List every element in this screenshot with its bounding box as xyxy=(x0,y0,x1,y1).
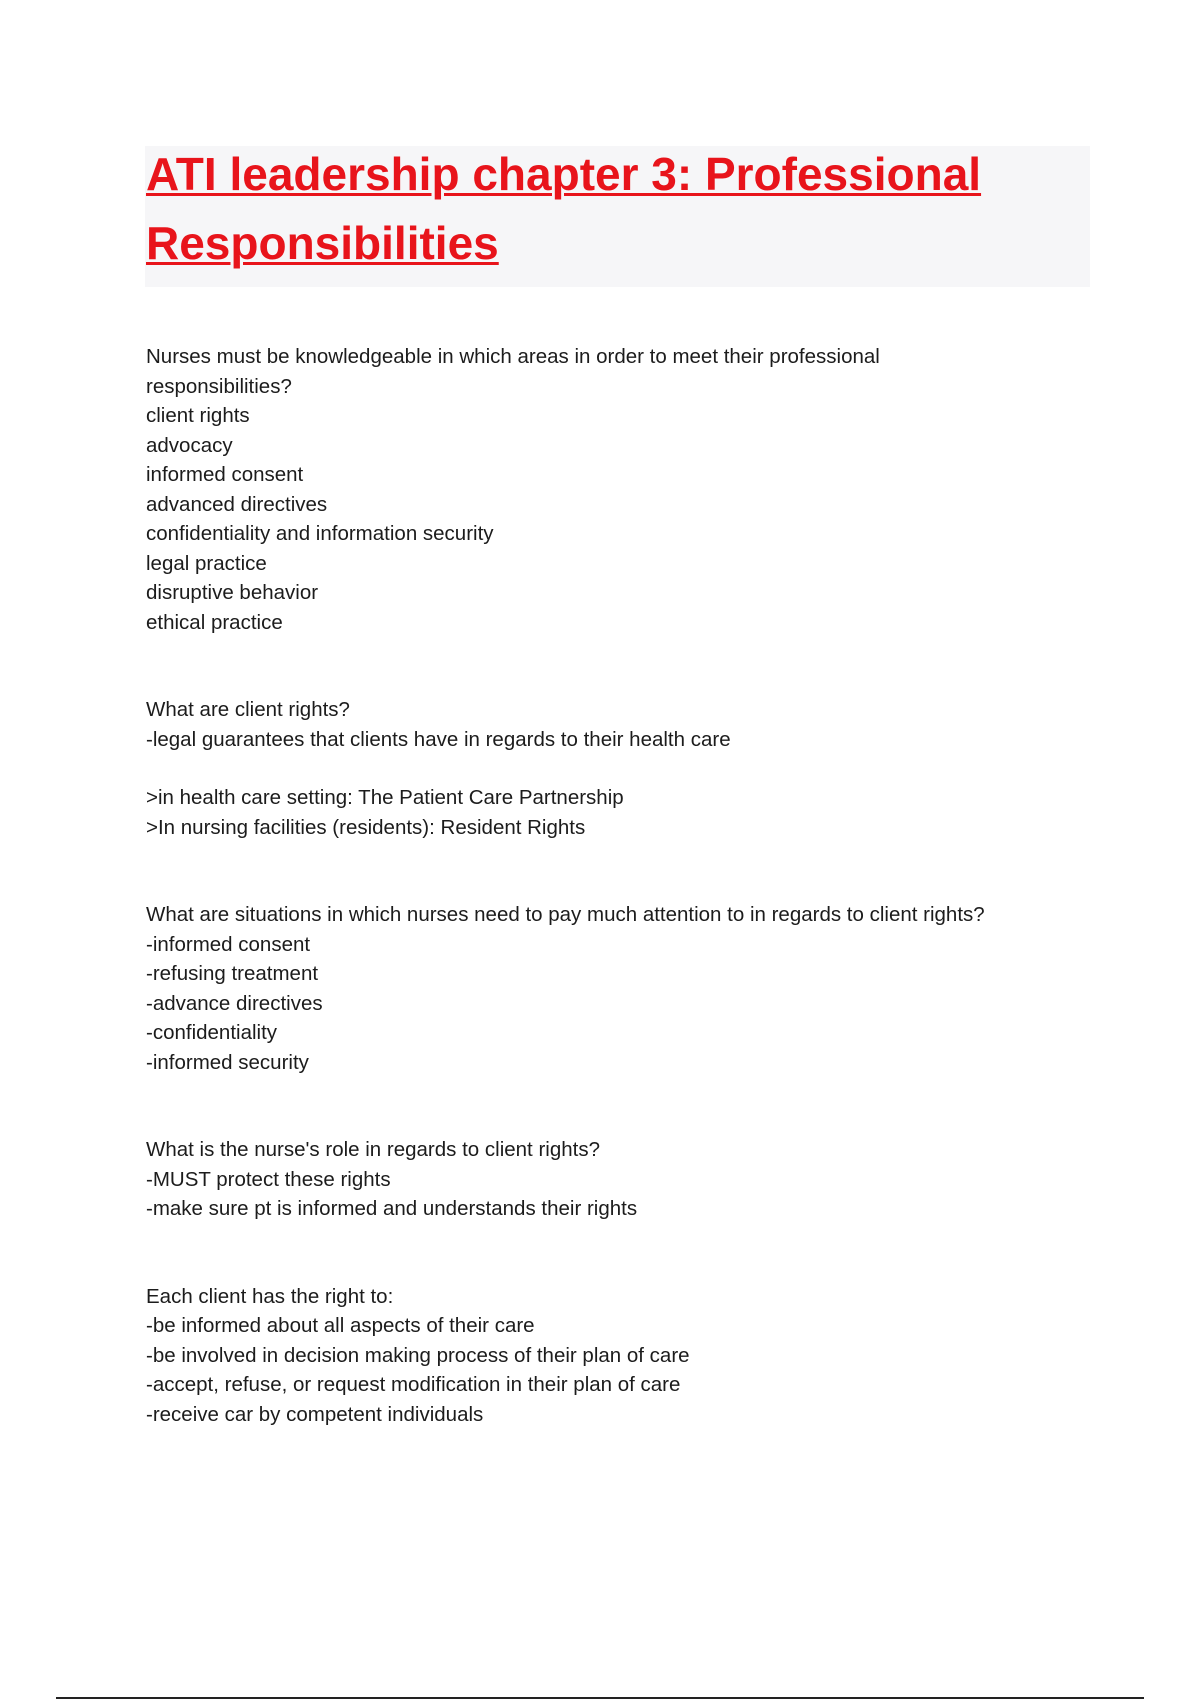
section-each-client xyxy=(146,1282,1086,1430)
question-text: Each client has the right to: xyxy=(146,1284,394,1308)
note-item: >in health care setting: The Patient Care Partnership xyxy=(146,786,624,809)
question-text: Nurses must be knowledgeable in which areas in order to meet their professional xyxy=(146,345,880,368)
list-item: -accept, refuse, or request modification in their plan of care xyxy=(146,1373,681,1396)
list-item: -MUST protect these rights xyxy=(146,1167,391,1191)
page-title-line-2: Responsibilities xyxy=(146,217,499,269)
list-item: -be involved in decision making process of their plan of care xyxy=(146,1343,690,1367)
list-item: -informed security xyxy=(146,1050,309,1074)
list-item: client rights xyxy=(146,404,250,427)
document-body xyxy=(146,342,1086,1429)
section-situations xyxy=(146,900,1086,1077)
spacer xyxy=(146,842,1086,900)
page-bottom-rule xyxy=(56,1697,1144,1699)
page-title-line-1: ATI leadership chapter 3: Professional xyxy=(146,148,982,200)
note-item: >In nursing facilities (residents): Resident Rights xyxy=(146,815,586,839)
list-item: -confidentiality xyxy=(146,1021,278,1044)
list-item: advanced directives xyxy=(146,492,328,516)
question-text: What are situations in which nurses need to pay much attention to in regards to client rights? xyxy=(146,903,985,926)
list-item: informed consent xyxy=(146,463,304,486)
question-text: responsibilities? xyxy=(146,374,292,398)
list-item: -be informed about all aspects of their care xyxy=(146,1314,535,1337)
list-item: legal practice xyxy=(146,551,267,575)
list-item: -receive car by competent individuals xyxy=(146,1402,484,1426)
list-item: -make sure pt is informed and understands their rights xyxy=(146,1197,638,1220)
question-text: What are client rights? xyxy=(146,698,350,721)
list-item: -advance directives xyxy=(146,991,323,1015)
section-nurse-role xyxy=(146,1135,1086,1224)
section-knowledge-areas xyxy=(146,342,1086,637)
spacer xyxy=(146,1224,1086,1282)
answer-text: -legal guarantees that clients have in regards to their health care xyxy=(146,727,731,751)
list-item: confidentiality and information security xyxy=(146,522,494,545)
list-item: disruptive behavior xyxy=(146,581,319,604)
list-item: ethical practice xyxy=(146,610,283,634)
list-item: advocacy xyxy=(146,433,233,457)
spacer xyxy=(146,637,1086,695)
section-client-rights xyxy=(146,695,1086,842)
list-item: -refusing treatment xyxy=(146,962,319,985)
spacer xyxy=(146,754,1086,783)
spacer xyxy=(146,1077,1086,1135)
list-item: -informed consent xyxy=(146,932,311,956)
question-text: What is the nurse's role in regards to client rights? xyxy=(146,1138,600,1161)
